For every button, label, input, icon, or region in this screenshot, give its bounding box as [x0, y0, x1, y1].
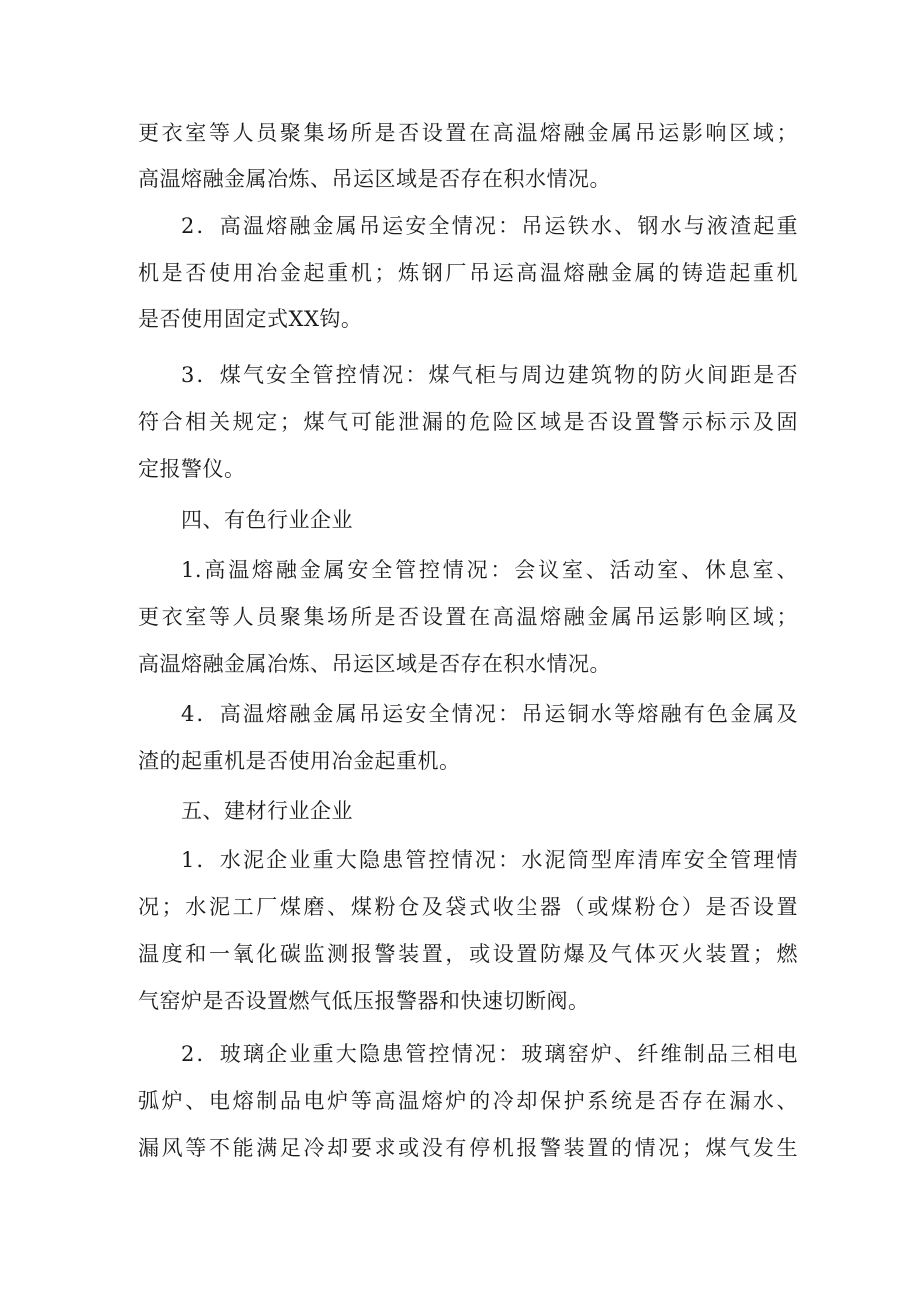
paragraph-line: 符合相关规定；煤气可能泄漏的危险区域是否设置警示标示及固	[138, 410, 798, 434]
paragraph-line: 弧炉、电熔制品电炉等高温熔炉的冷却保护系统是否存在漏水、	[138, 1089, 798, 1113]
paragraph-line: 2．高温熔融金属吊运安全情况：吊运铁水、钢水与液渣起重	[181, 214, 798, 238]
paragraph-line: 高温熔融金属冶炼、吊运区域是否存在积水情况。	[138, 167, 611, 191]
paragraph-line: 渣的起重机是否使用冶金起重机。	[138, 749, 461, 773]
paragraph-line: 机是否使用冶金起重机；炼钢厂吊运高温熔融金属的铸造起重机	[138, 261, 798, 285]
paragraph-line: 况；水泥工厂煤磨、煤粉仓及袋式收尘器（或煤粉仓）是否设置	[138, 895, 798, 919]
paragraph-line: 更衣室等人员聚集场所是否设置在高温熔融金属吊运影响区域；	[138, 121, 798, 145]
paragraph-line: 更衣室等人员聚集场所是否设置在高温熔融金属吊运影响区域；	[138, 605, 798, 629]
paragraph-line: 漏风等不能满足冷却要求或没有停机报警装置的情况；煤气发生	[138, 1136, 798, 1160]
paragraph-line: 4．高温熔融金属吊运安全情况：吊运铜水等熔融有色金属及	[181, 702, 798, 726]
paragraph-line: 1.高温熔融金属安全管控情况：会议室、活动室、休息室、	[181, 558, 798, 582]
paragraph-line: 1．水泥企业重大隐患管控情况：水泥筒型库清库安全管理情	[181, 848, 798, 872]
paragraph-line: 气窑炉是否设置燃气低压报警器和快速切断阀。	[138, 989, 590, 1013]
paragraph-line: 定报警仪。	[138, 457, 246, 481]
paragraph-line: 高温熔融金属冶炼、吊运区域是否存在积水情况。	[138, 652, 611, 676]
paragraph-line: 2．玻璃企业重大隐患管控情况：玻璃窑炉、纤维制品三相电	[181, 1042, 798, 1066]
paragraph-line: 温度和一氧化碳监测报警装置，或设置防爆及气体灭火装置；燃	[138, 942, 798, 966]
paragraph-line: 是否使用固定式XX钩。	[138, 307, 363, 331]
paragraph-line: 3．煤气安全管控情况：煤气柜与周边建筑物的防火间距是否	[181, 363, 798, 387]
section-heading: 五、建材行业企业	[181, 799, 353, 823]
section-heading: 四、有色行业企业	[181, 508, 353, 532]
